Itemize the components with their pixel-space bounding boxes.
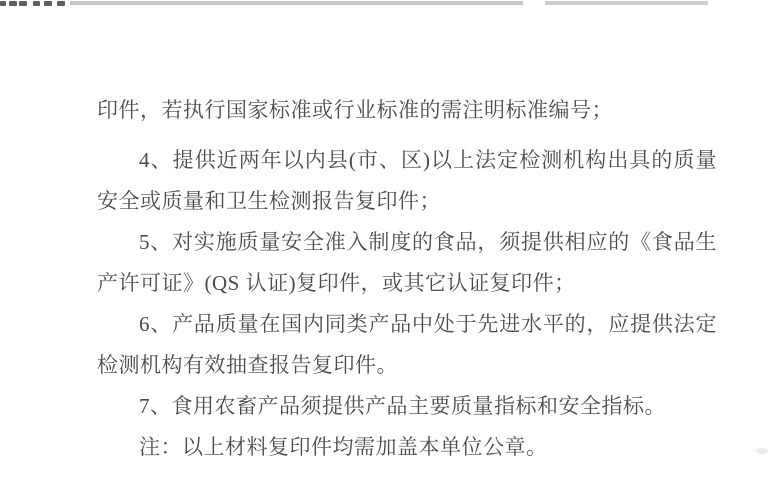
- paragraph-item-6: 6、产品质量在国内同类产品中处于先进水平的，应提供法定检测机构有效抽查报告复印件。: [97, 312, 717, 377]
- scan-artifact-fragment: [33, 1, 40, 6]
- scan-artifact-fragment: [9, 1, 17, 6]
- paragraph-item-5: 5、对实施质量安全准入制度的食品，须提供相应的《食品生产许可证》(QS 认证)复印件，或其它认证复印件；: [97, 230, 717, 295]
- scan-artifact-top-edge: [0, 0, 784, 8]
- scan-artifact-fragment: [19, 1, 27, 6]
- paragraph-item-4: 4、提供近两年以内县(市、区)以上法定检测机构出具的质量安全或质量和卫生检测报告复印件；: [97, 148, 717, 213]
- paragraph-continuation: 印件，若执行国家标准或行业标准的需注明标准编号；: [97, 98, 613, 122]
- scan-smudge: [756, 448, 768, 454]
- scan-artifact-fragment: [44, 1, 52, 6]
- scan-artifact-fragment: [0, 1, 6, 6]
- scan-artifact-bar-right: [545, 1, 708, 5]
- paragraph-note: 注：以上材料复印件均需加盖本单位公章。: [139, 435, 548, 459]
- paragraph-item-7: 7、食用农畜产品须提供产品主要质量指标和安全指标。: [139, 394, 666, 418]
- scan-artifact-bar-left: [70, 1, 523, 5]
- document-body: [97, 90, 717, 468]
- scan-artifact-fragment: [57, 1, 65, 6]
